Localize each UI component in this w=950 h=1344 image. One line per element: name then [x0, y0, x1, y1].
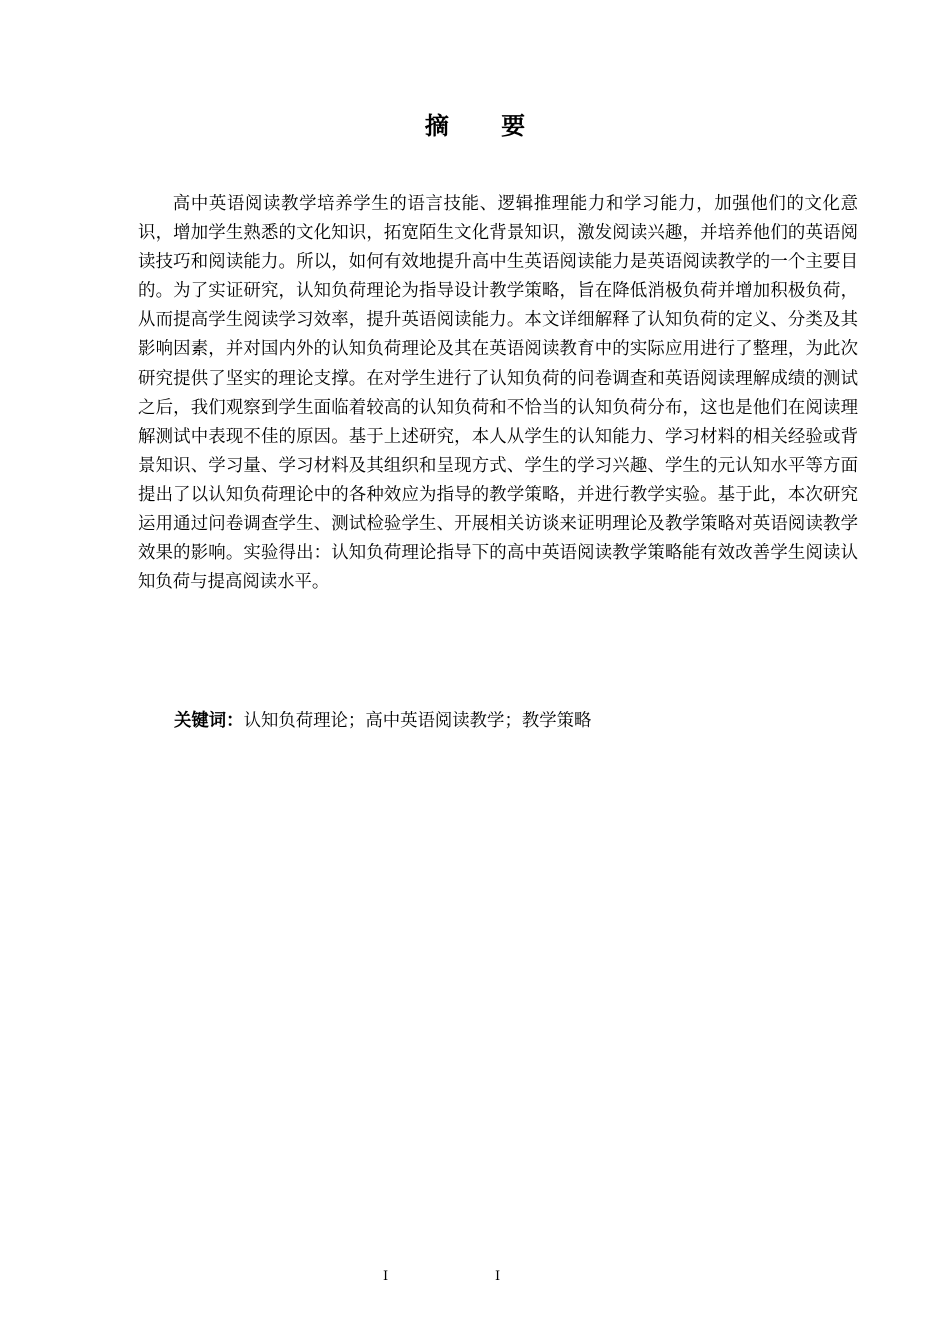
keywords-line — [174, 707, 591, 736]
keywords-label: 关键词： — [174, 711, 244, 731]
abstract-title: 摘 要 — [424, 112, 548, 140]
page-number-right: I — [495, 1269, 501, 1284]
keywords-text: 认知负荷理论；高中英语阅读教学；教学策略 — [243, 711, 592, 731]
page-number-left: I — [383, 1269, 389, 1284]
abstract-body: 高中英语阅读教学培养学生的语言技能、逻辑推理能力和学习能力，加强他们的文化意识，增加学生熟悉的文化知识，拓宽陌生文化背景知识，激发阅读兴趣，并培养他们的英语阅读技巧和阅读能力。所以，如何有效地提升高中生英语阅读能力是英语阅读教学的一个主要目的。为了实证研究，认知负荷理论为指导设计教学策略，旨在降低消极负荷并增加积极负荷，从而提高学生阅读学习效率，提升英语阅读能力。本文详细解释了认知负荷的定义、分类及其影响因素，并对国内外的认知负荷理论及其在英语阅读教育中的实际应用进行了整理，为此次研究提供了坚实的理论支撑。在对学生进行了认知负荷的问卷调查和英语阅读理解成绩的测试之后，我们观察到学生面临着较高的认知负荷和不恰当的认知负荷分布，这也是他们在阅读理解测试中表现不佳的原因。基于上述研究，本人从学生的认知能力、学习材料的相关经验或背景知识、学习量、学习材料及其组织和呈现方式、学生的学习兴趣、学生的元认知水平等方面提出了以认知负荷理论中的各种效应为指导的教学策略，并进行教学实验。基于此，本次研究运用通过问卷调查学生、测试检验学生、开展相关访谈来证明理论及教学策略对英语阅读教学效果的影响。实验得出：认知负荷理论指导下的高中英语阅读教学策略能有效改善学生阅读认知负荷与提高阅读水平。 — [138, 194, 858, 593]
